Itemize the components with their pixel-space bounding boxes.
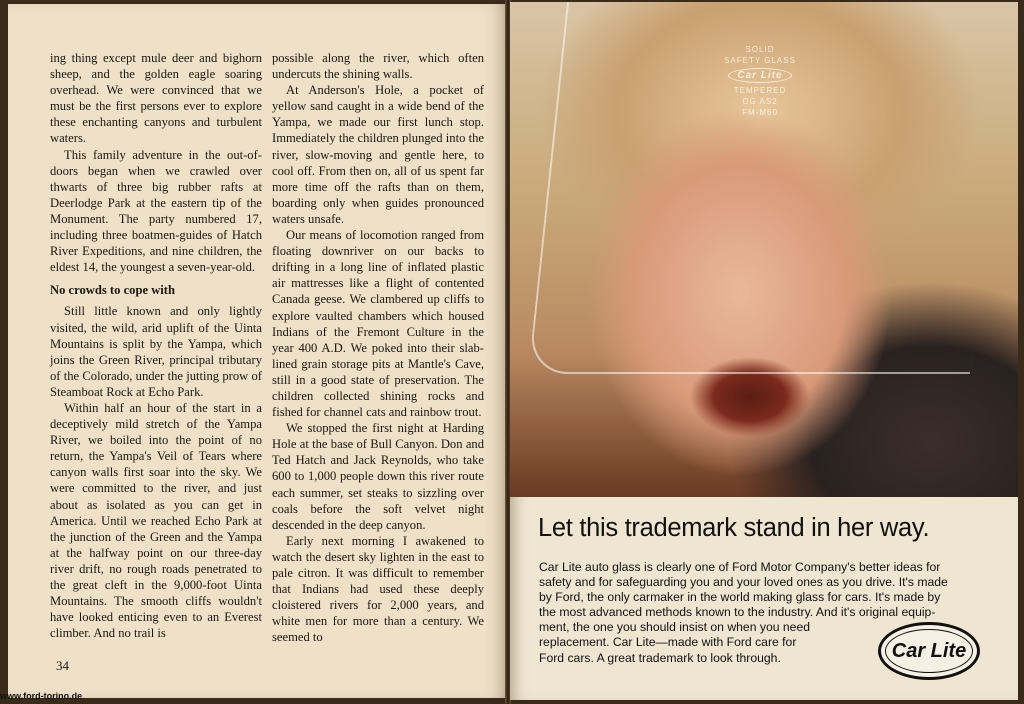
section-heading: No crowds to cope with — [50, 283, 175, 298]
ad-body-line: the most advanced methods known to the industry. And it's original equip- — [539, 605, 936, 620]
ad-body-line: safety and for safeguarding you and your loved ones as you drive. It's made — [539, 575, 948, 590]
paragraph: Our means of locomotion ranged from floating downriver on our backs to drifting in a long line of inflated plastic air mattresses like a flight of contented Canada geese. We clambered up cliffs to explore vaulted chambers which housed Indians of the Fremont Culture in the year 400 A.D. We poked into their slab-lined grain storage pits at Mantle's Cave, still in a good state of preservation. The children collected shining rocks and fished for channel cats and rainbow trout. — [272, 228, 484, 420]
paragraph: ing thing except mule deer and bighorn sheep, and the golden eagle soaring overhead. We were convinced that we must be the first persons ever to explore these enchanting canyons and turbulent waters. — [50, 51, 262, 146]
right-page-advertisement — [510, 2, 1018, 700]
paragraph: Early next morning I awakened to watch the desert sky lighten in the east to pale citron. It was difficult to remember that Indians had used these deeply cloistered rivers for 2,000 years, and white men for more than a century. We seemed to — [272, 533, 484, 645]
paragraph: At Anderson's Hole, a pocket of yellow sand caught in a wide bend of the Yampa, we made our first lunch stop. Immediately the children plunged into the river, slow-moving and gentle here, to cool off. From then on, all of us spent far more time off the rafts than on them, boarding only when guides pronounced waters unsafe. — [272, 83, 484, 226]
paragraph: We stopped the first night at Harding Hole at the base of Bull Canyon. Don and Ted Hatch and Jack Reynolds, who take 600 to 1,000 people down this river route each summer, set steaks to sizzling over coals before the soft velvet night descended in the deep canyon. — [272, 421, 484, 532]
glass-trademark-sticker — [710, 44, 810, 118]
ad-body-line: Car Lite auto glass is clearly one of Ford Motor Company's better ideas for — [539, 560, 941, 574]
text-column-1 — [50, 50, 262, 641]
sticker-line: TEMPERED — [733, 86, 787, 95]
sticker-line: FM-M60 — [742, 108, 778, 117]
sticker-line: SAFETY GLASS — [724, 56, 796, 65]
ad-body-line: by Ford, the only carmaker in the world making glass for cars. It's made by — [539, 590, 941, 605]
paragraph: Within half an hour of the start in a deceptively mild stretch of the Yampa River, we boiled into the point of no return, the Yampa's Veil of Tears where canyon walls first soar into the sky. We were committed to the river, and just about as isolated as you can get in America. Until we reached Echo Park at the junction of the Green and the Yampa at the halfway point on our three-day river drift, no rough roads penetrated to the great cleft in the 9,000-foot Uinta Mountains. The smooth cliffs wouldn't have looked enticing even to an Everest climber. And no trail is — [50, 400, 262, 641]
ad-body-line: ment, the one you should insist on when you need — [539, 620, 811, 635]
page-number: 34 — [56, 658, 69, 673]
advertisement-photo — [510, 2, 1018, 497]
ad-headline: Let this trademark stand in her way. — [538, 514, 930, 542]
paragraph: possible along the river, which often undercuts the shining walls. — [272, 51, 484, 82]
ad-body-line: Ford cars. A great trademark to look through. — [539, 650, 781, 665]
sticker-line: OG AS2 — [742, 97, 778, 106]
car-lite-logo: Car Lite — [728, 68, 791, 83]
sticker-line: SOLID — [745, 45, 775, 54]
ad-body-line: replacement. Car Lite—made with Ford care for — [539, 635, 797, 650]
text-column-2 — [272, 50, 484, 645]
car-lite-badge-logo: Car Lite — [878, 622, 980, 680]
paragraph: Still little known and only lightly visited, the wild, arid uplift of the Uinta Mountains is split by the Yampa, which joins the Green River, principal tributary of the Colorado, under the jutting prow of Steamboat Rock at Echo Park. — [50, 304, 262, 399]
left-page — [8, 4, 508, 698]
site-watermark: www.ford-torino.de — [0, 691, 83, 701]
paragraph: This family adventure in the out-of-doors began when we crawled over thwarts of three big rubber rafts at Deerlodge Park at the eastern tip of the Monument. The party numbered 17, including three boatmen-guides of Hatch River Expeditions, and nine children, the eldest 14, the youngest a seven-year-old. — [50, 147, 262, 275]
